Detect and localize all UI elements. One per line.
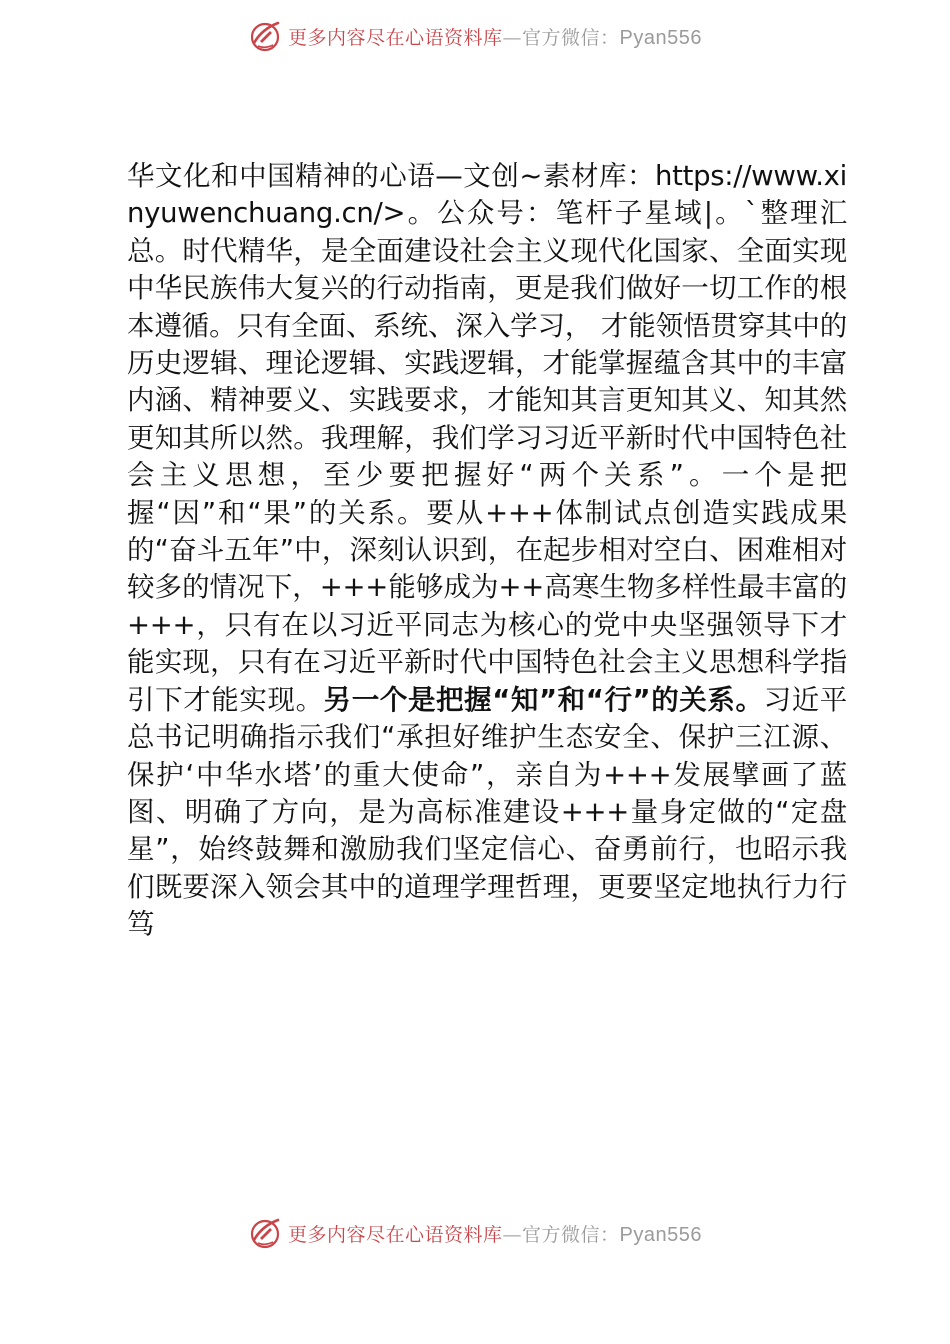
footer-banner-text [288,1220,702,1247]
footer-banner [0,1213,950,1253]
header-brand-text: 更多内容尽在心语资料库 [288,26,503,49]
footer-brand-text: 更多内容尽在心语资料库 [288,1223,503,1246]
body-paragraph-1: 华文化和中国精神的心语—文创~素材库：https://www.xinyuwenchuang.cn/>。公众号：笔杆子星域|。`整理汇总。时代精华，是全面建设社会主义现代化国家、全面实现中华民族伟大复兴的行动指南，更是我们做好一切工作的根本遵循。只有全面、系统、深入学习， 才能领悟贯穿其中的历史逻辑、理论逻辑、实践逻辑，才能掌握蕴含其中的丰富内涵、精神要义、实践要求，才能知其言更知其义、知其然更知其所以然。我理解，我们学习习近平新时代中国特色社会主义思想，至少要把握好“两个关系”。一个是把握“因”和“果”的关系。要从+++体制试点创造实践成果的“奋斗五年”中，深刻认识到，在起步相对空白、困难相对较多的情况下，+++能够成为++高寒生物多样性最丰富的+++，只有在以习近平同志为核心的党中央坚强领导下才能实现，只有在习近平新时代中国特色社会主义思想科学指引下才能实现。 [127,160,847,716]
body-bold-lead: 另一个是把握“知”和“行”的关系。 [323,683,764,716]
header-banner-text [288,23,702,50]
header-wechat-label: 官方微信： [522,26,620,49]
body-paragraph-2: 习近平总书记明确指示我们“承担好维护生态安全、保护三江源、保护‘中华水塔’的重大使命”，亲自为+++发展擘画了蓝图、明确了方向，是为高标准建设+++量身定做的“定盘星”，始终鼓舞和激励我们坚定信心、奋勇前行，也昭示我们既要深入领会其中的道理学理哲理，更要坚定地执行力行笃 [127,683,847,941]
footer-dash: — [502,1223,523,1246]
document-body [127,158,847,944]
pen-circle-logo-icon [248,1216,282,1250]
header-wechat-id: Pyan556 [619,26,702,49]
footer-wechat-id: Pyan556 [619,1223,702,1246]
pen-circle-logo-icon [248,19,282,53]
header-banner [0,16,950,56]
footer-wechat-label: 官方微信： [522,1223,620,1246]
header-dash: — [502,26,523,49]
